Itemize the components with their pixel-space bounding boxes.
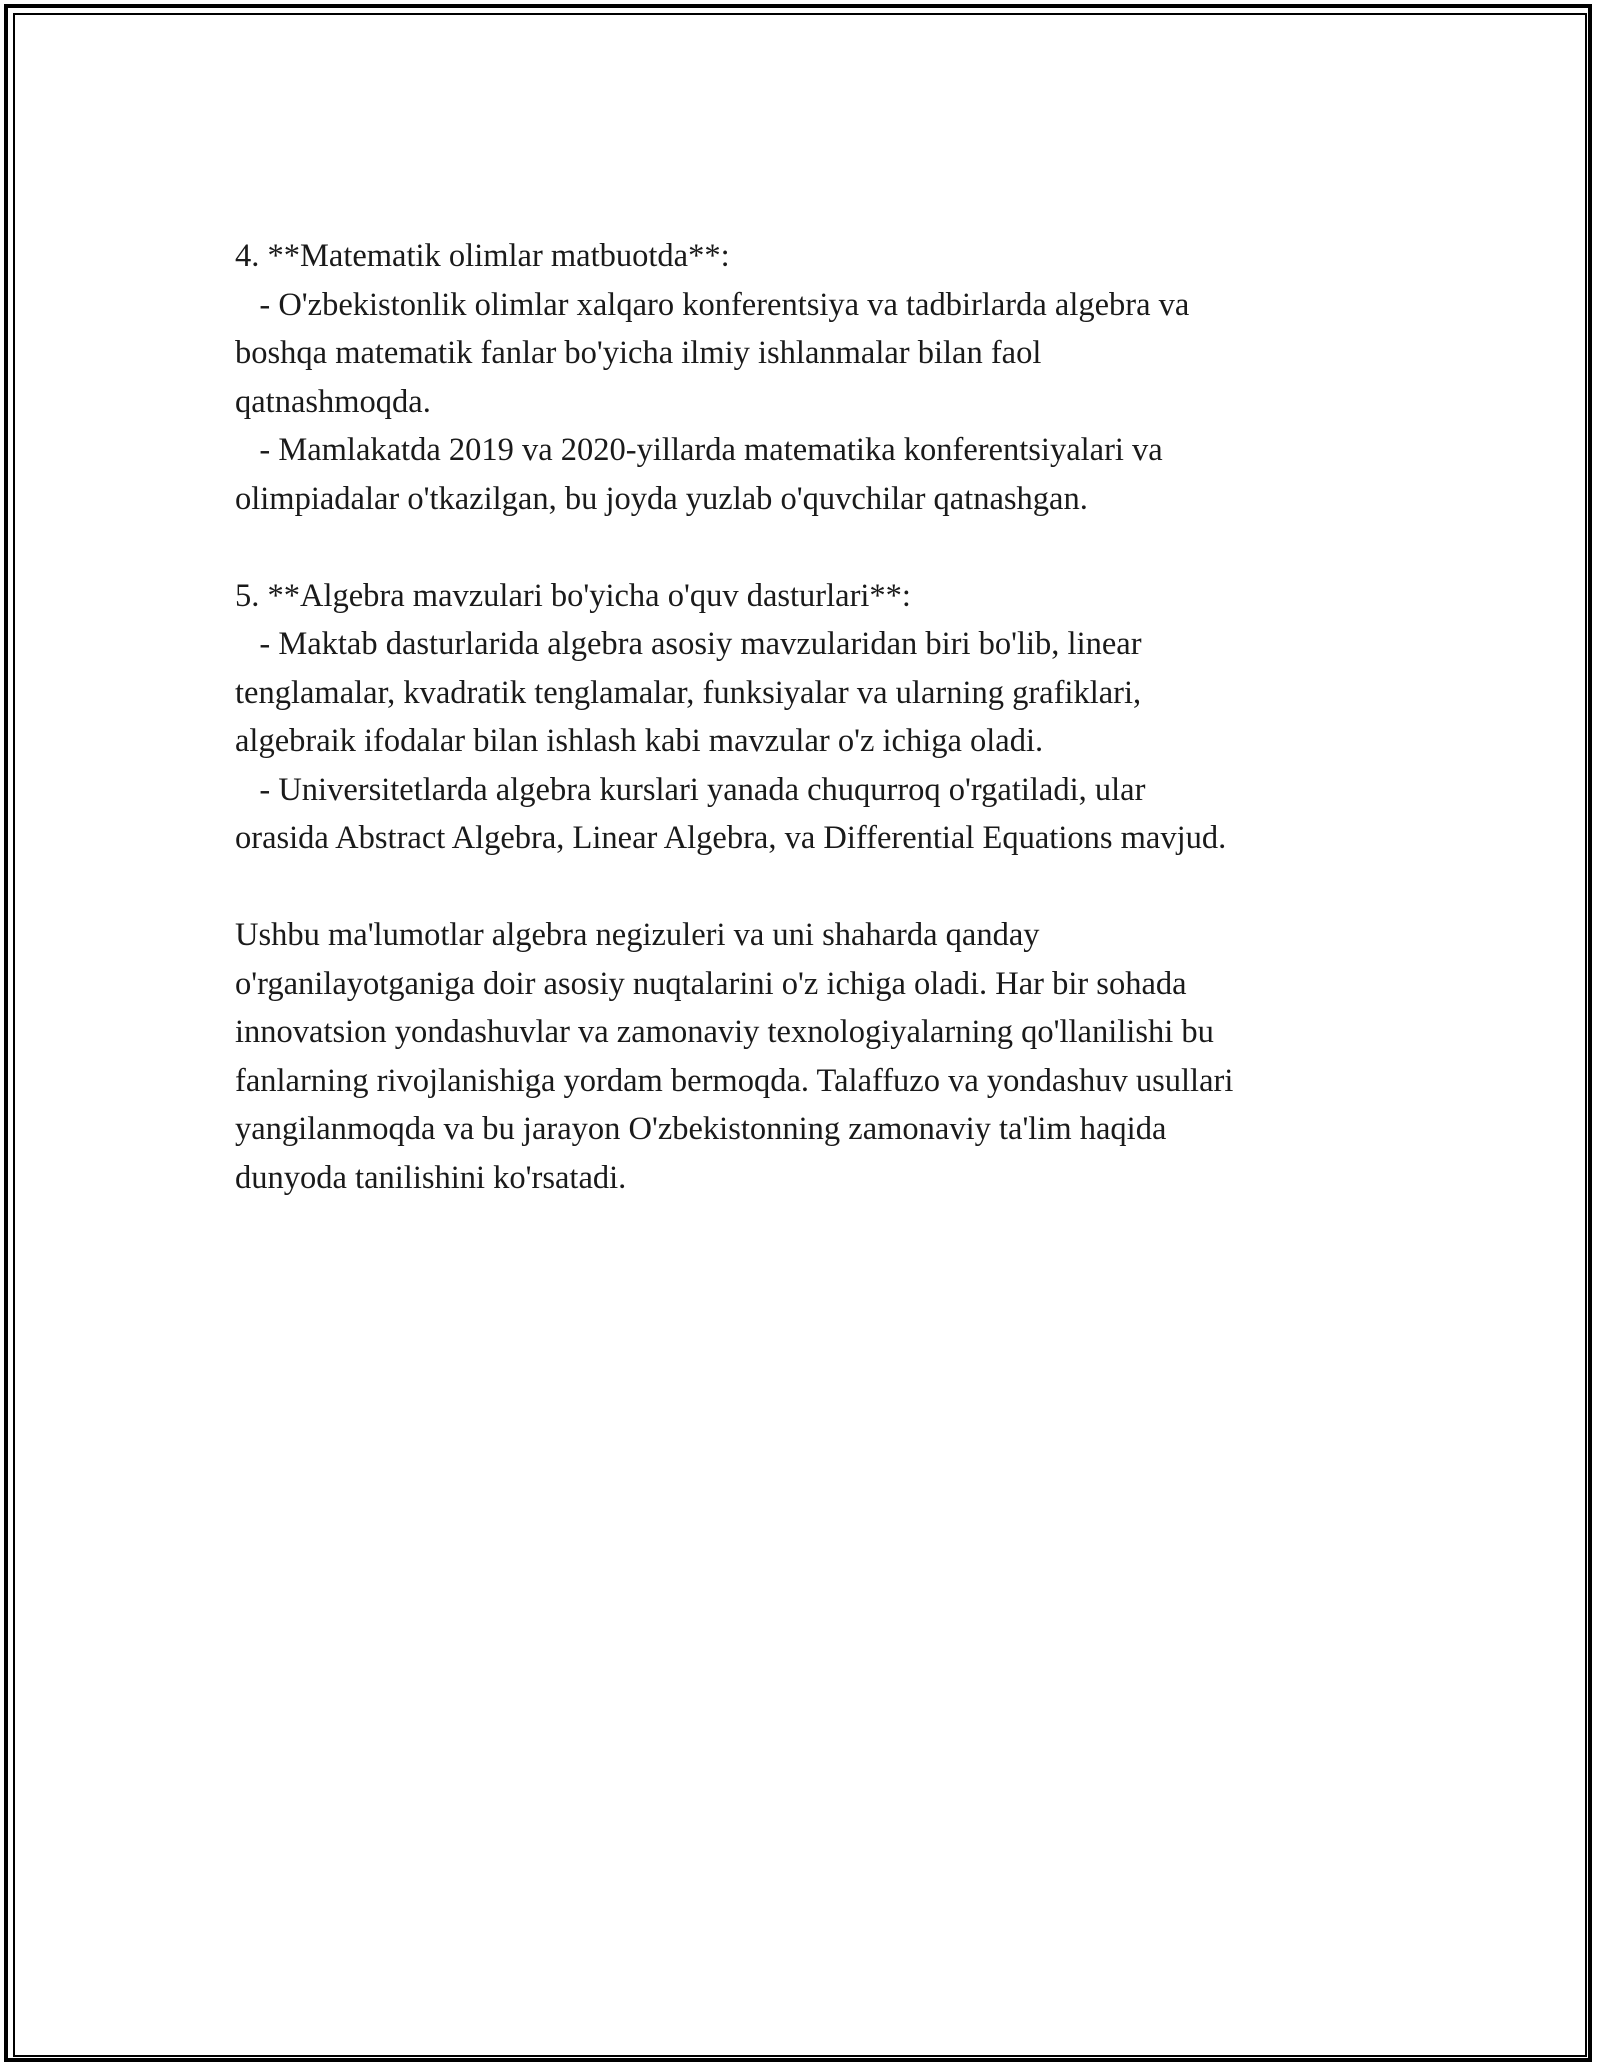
paragraph-line: yangilanmoqda va bu jarayon O'zbekistonning zamonaviy ta'lim haqida <box>235 1111 1167 1147</box>
paragraph-line: tenglamalar, kvadratik tenglamalar, funksiyalar va ularning grafiklari, <box>235 674 1142 711</box>
paragraph-line: qatnashmoqda. <box>235 383 431 420</box>
paragraph-line: algebraik ifodalar bilan ishlash kabi mavzular o'z ichiga oladi. <box>235 723 1044 759</box>
document-body <box>235 232 1415 1202</box>
paragraph-line: o'rganilayotganiga doir asosiy nuqtalarini o'z ichiga oladi. Har bir sohada <box>235 965 1187 1002</box>
section-5-heading: 5. **Algebra mavzulari bo'yicha o'quv dasturlari**: <box>235 577 911 614</box>
section-5-bullet-2 <box>235 766 1415 863</box>
section-5-bullet-1 <box>235 620 1415 766</box>
section-5 <box>235 572 1415 863</box>
paragraph-line: boshqa matematik fanlar bo'yicha ilmiy ishlanmalar bilan faol <box>235 335 1042 371</box>
conclusion-paragraph <box>235 911 1415 1202</box>
paragraph-line: - O'zbekistonlik olimlar xalqaro konferentsiya va tadbirlarda algebra va <box>235 286 1190 323</box>
paragraph-line: orasida Abstract Algebra, Linear Algebra, va Differential Equations mavjud. <box>235 820 1227 856</box>
section-4 <box>235 232 1415 523</box>
paragraph-line: innovatsion yondashuvlar va zamonaviy texnologiyalarning qo'llanilishi bu <box>235 1014 1214 1050</box>
paragraph-line: dunyoda tanilishini ko'rsatadi. <box>235 1159 627 1196</box>
paragraph-line: - Maktab dasturlarida algebra asosiy mavzularidan biri bo'lib, linear <box>235 626 1142 662</box>
paragraph-line: Ushbu ma'lumotlar algebra negizuleri va uni shaharda qanday <box>235 917 1040 953</box>
blank-line <box>235 523 1415 572</box>
section-4-bullet-1 <box>235 281 1415 427</box>
paragraph-line: fanlarning rivojlanishiga yordam bermoqda. Talaffuzo va yondashuv usullari <box>235 1062 1234 1099</box>
section-4-heading: 4. **Matematik olimlar matbuotda**: <box>235 238 730 274</box>
blank-line <box>235 863 1415 912</box>
paragraph-line: - Mamlakatda 2019 va 2020-yillarda matematika konferentsiyalari va <box>235 432 1163 468</box>
paragraph-line: olimpiadalar o'tkazilgan, bu joyda yuzlab o'quvchilar qatnashgan. <box>235 480 1088 517</box>
paragraph-line: - Universitetlarda algebra kurslari yanada chuqurroq o'rgatiladi, ular <box>235 771 1146 808</box>
section-4-bullet-2 <box>235 426 1415 523</box>
